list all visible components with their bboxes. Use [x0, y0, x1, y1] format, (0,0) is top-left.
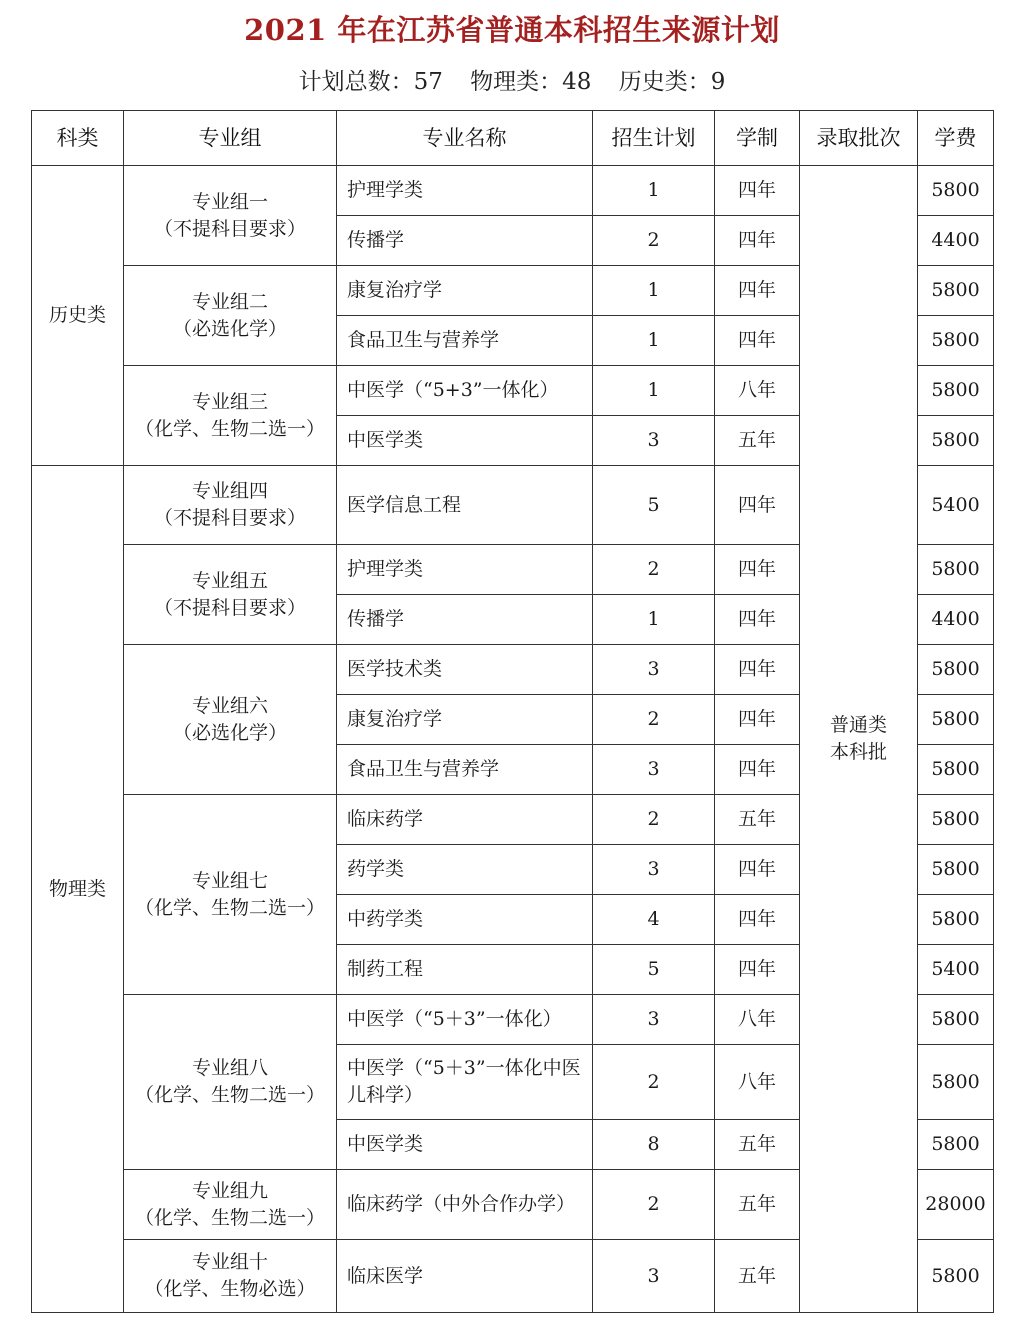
header-category: 科类 [32, 111, 124, 166]
header-major: 专业名称 [337, 111, 593, 166]
group-requirement: （化学、生物二选一） [134, 417, 325, 440]
major-name: 护理学类 [337, 166, 593, 216]
tuition-fee: 4400 [918, 216, 994, 266]
plan-count: 1 [593, 366, 715, 416]
major-name: 中药学类 [337, 895, 593, 945]
tuition-fee: 5800 [918, 1240, 994, 1313]
plan-summary [0, 62, 1024, 102]
group-name: 专业组三 [191, 390, 268, 413]
major-name: 传播学 [337, 595, 593, 645]
group-requirement: （化学、生物二选一） [134, 896, 325, 919]
major-name: 临床药学（中外合作办学） [337, 1170, 593, 1240]
group-cell [124, 995, 337, 1170]
major-name: 传播学 [337, 216, 593, 266]
group-name: 专业组七 [191, 869, 268, 892]
header-duration: 学制 [715, 111, 800, 166]
plan-count: 2 [593, 695, 715, 745]
major-name: 医学技术类 [337, 645, 593, 695]
group-name: 专业组十 [191, 1251, 268, 1273]
group-name: 专业组一 [191, 190, 268, 213]
group-requirement: （化学、生物必选） [144, 1278, 316, 1300]
duration: 四年 [715, 595, 800, 645]
major-name: 康复治疗学 [337, 695, 593, 745]
group-name: 专业组二 [191, 290, 268, 313]
group-requirement: （不提科目要求） [153, 596, 306, 619]
category-cell-physics: 物理类 [32, 466, 124, 1313]
summary-total: 计划总数：57 [298, 69, 443, 95]
duration: 五年 [715, 1240, 800, 1313]
major-name: 药学类 [337, 845, 593, 895]
duration: 四年 [715, 945, 800, 995]
duration: 四年 [715, 466, 800, 545]
plan-count: 3 [593, 745, 715, 795]
group-requirement: （不提科目要求） [153, 507, 306, 529]
duration: 五年 [715, 1120, 800, 1170]
group-name: 专业组四 [191, 480, 268, 502]
plan-count: 5 [593, 466, 715, 545]
table-row [32, 166, 994, 216]
group-cell [124, 795, 337, 995]
plan-count: 1 [593, 166, 715, 216]
duration: 四年 [715, 216, 800, 266]
tuition-fee: 5800 [918, 695, 994, 745]
tuition-fee: 5800 [918, 316, 994, 366]
tuition-fee: 5800 [918, 1120, 994, 1170]
summary-history: 历史类：9 [618, 69, 726, 95]
plan-count: 3 [593, 416, 715, 466]
duration: 四年 [715, 545, 800, 595]
batch-line-1: 普通类 [829, 714, 887, 736]
duration: 八年 [715, 366, 800, 416]
group-cell [124, 1240, 337, 1313]
plan-count: 3 [593, 845, 715, 895]
duration: 四年 [715, 845, 800, 895]
batch-line-2: 本科批 [829, 741, 887, 763]
major-name: 护理学类 [337, 545, 593, 595]
header-batch: 录取批次 [800, 111, 918, 166]
group-requirement: （必选化学） [172, 317, 287, 340]
plan-count: 2 [593, 545, 715, 595]
major-name: 医学信息工程 [337, 466, 593, 545]
major-name: 中医学（“5+3”一体化） [337, 366, 593, 416]
major-name: 中医学（“5＋3”一体化中医儿科学） [337, 1045, 593, 1120]
group-requirement: （不提科目要求） [153, 217, 306, 240]
tuition-fee: 5800 [918, 266, 994, 316]
duration: 五年 [715, 416, 800, 466]
duration: 五年 [715, 1170, 800, 1240]
tuition-fee: 5800 [918, 645, 994, 695]
duration: 四年 [715, 745, 800, 795]
group-name: 专业组六 [191, 694, 268, 717]
group-cell [124, 466, 337, 545]
group-cell [124, 166, 337, 266]
group-requirement: （化学、生物二选一） [134, 1206, 325, 1229]
group-name: 专业组五 [191, 569, 268, 592]
page-title: 2021 年在江苏省普通本科招生来源计划 [244, 13, 780, 47]
tuition-fee: 5800 [918, 895, 994, 945]
tuition-fee: 5800 [918, 1045, 994, 1120]
plan-count: 4 [593, 895, 715, 945]
duration: 四年 [715, 895, 800, 945]
plan-count: 2 [593, 795, 715, 845]
plan-count: 3 [593, 645, 715, 695]
duration: 五年 [715, 795, 800, 845]
major-name: 中医学类 [337, 416, 593, 466]
plan-count: 1 [593, 316, 715, 366]
tuition-fee: 5800 [918, 745, 994, 795]
duration: 四年 [715, 266, 800, 316]
major-name: 康复治疗学 [337, 266, 593, 316]
tuition-fee: 5400 [918, 945, 994, 995]
group-requirement: （化学、生物二选一） [134, 1084, 325, 1106]
duration: 八年 [715, 995, 800, 1045]
plan-count: 1 [593, 266, 715, 316]
header-group: 专业组 [124, 111, 337, 166]
major-name: 制药工程 [337, 945, 593, 995]
plan-count: 2 [593, 1045, 715, 1120]
table-header-row [32, 111, 994, 166]
duration: 四年 [715, 166, 800, 216]
plan-count: 2 [593, 1170, 715, 1240]
tuition-fee: 5800 [918, 545, 994, 595]
header-fee: 学费 [918, 111, 994, 166]
tuition-fee: 5800 [918, 166, 994, 216]
batch-cell [800, 166, 918, 1313]
group-cell [124, 266, 337, 366]
major-name: 临床药学 [337, 795, 593, 845]
group-name: 专业组八 [191, 1057, 268, 1079]
group-cell [124, 366, 337, 466]
tuition-fee: 28000 [918, 1170, 994, 1240]
group-name: 专业组九 [191, 1179, 268, 1202]
major-name: 食品卫生与营养学 [337, 745, 593, 795]
tuition-fee: 5800 [918, 995, 994, 1045]
duration: 四年 [715, 316, 800, 366]
header-plan: 招生计划 [593, 111, 715, 166]
plan-count: 5 [593, 945, 715, 995]
group-requirement: （必选化学） [172, 721, 287, 744]
group-cell [124, 645, 337, 795]
tuition-fee: 5800 [918, 416, 994, 466]
major-name: 临床医学 [337, 1240, 593, 1313]
tuition-fee: 5800 [918, 795, 994, 845]
duration: 四年 [715, 695, 800, 745]
duration: 八年 [715, 1045, 800, 1120]
group-cell [124, 1170, 337, 1240]
plan-count: 8 [593, 1120, 715, 1170]
tuition-fee: 5400 [918, 466, 994, 545]
tuition-fee: 4400 [918, 595, 994, 645]
duration: 四年 [715, 645, 800, 695]
plan-count: 1 [593, 595, 715, 645]
tuition-fee: 5800 [918, 845, 994, 895]
enrollment-plan-table [31, 110, 994, 1313]
plan-count: 3 [593, 1240, 715, 1313]
major-name: 中医学（“5＋3”一体化） [337, 995, 593, 1045]
category-cell-history: 历史类 [32, 166, 124, 466]
plan-count: 2 [593, 216, 715, 266]
major-name: 食品卫生与营养学 [337, 316, 593, 366]
summary-physics: 物理类：48 [470, 69, 592, 95]
group-cell [124, 545, 337, 645]
plan-count: 3 [593, 995, 715, 1045]
major-name: 中医学类 [337, 1120, 593, 1170]
tuition-fee: 5800 [918, 366, 994, 416]
